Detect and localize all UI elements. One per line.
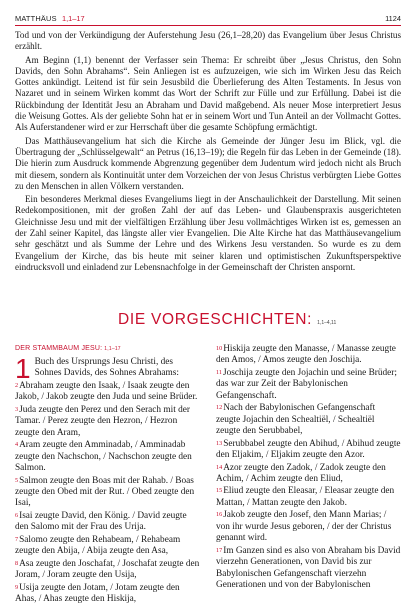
- verse: [216, 438, 401, 462]
- verse-number: 10: [216, 345, 223, 352]
- verse-text: Isai zeugte David, den König. / David zeugte den Salomo mit der Frau des Urija.: [15, 510, 187, 533]
- verse-text: Nach der Babylonischen Gefangenschaft zeugte Jojachin den Schealtiël, / Schealtiël zeugte den Serubbabel,: [216, 403, 376, 437]
- running-header: [15, 13, 401, 26]
- verse-number: 4: [15, 441, 19, 449]
- verse: [216, 545, 401, 592]
- section-title: DIE VORGESCHICHTEN:: [118, 311, 313, 328]
- verse-text: Usija zeugte den Jotam, / Jotam zeugte den Ahas, / Ahas zeugte den Hiskija,: [15, 582, 180, 605]
- pericope-reference: 1,1–17: [104, 346, 121, 352]
- verse: [15, 582, 200, 606]
- verse-text: Buch des Ursprungs Jesu Christi, des Sohnes Davids, des Sohnes Abrahams:: [34, 357, 179, 379]
- page-number: 1124: [385, 14, 401, 23]
- pericope-title: DER STAMMBAUM JESU:: [15, 345, 103, 352]
- verse-text: Abraham zeugte den Isaak, / Isaak zeugte den Jakob, / Jakob zeugte den Juda und seine Brüder.: [15, 380, 198, 403]
- verse-text: Serubbabel zeugte den Abihud, / Abihud zeugte den Eljakim, / Eljakim zeugte den Azor.: [216, 438, 401, 461]
- verse-text: Aram zeugte den Amminadab, / Amminadab zeugte den Nachschon, / Nachschon zeugte den Salmon.: [15, 440, 192, 474]
- header-book-name: MATTHÄUS: [15, 14, 57, 23]
- verse-number: 3: [15, 405, 19, 413]
- verse-number: 11: [216, 368, 222, 376]
- intro-paragraph: Ein besonderes Merkmal dieses Evangeliums liegt in der Anschaulichkeit der Darstellung. Mit seinen Redekompositionen, mit der großen Zahl der auf das Leben- und Glaubenspraxis ausgerichteten Gleichnisse Jesu und mit der vielfältigen Erzählung über Jesu vollmächtiges Wirken ist es, gemessen an der Zahl seiner Kapitel, das längste aller vier Evangelien. Die Alte Kirche hat das Matthäusevangelium sehr geschätzt und als Summe der Lehre und des Wirkens Jesu verstanden. So wurde es zu dem Evangelium der Kirche, das bis heute mit seiner klaren und optimistischen Zukunftsperspektive eindrucksvoll und einladend zur Lebensnachfolge in der Gemeinschaft der Christen anspornt.: [15, 194, 401, 272]
- verse-text: Im Ganzen sind es also von Abraham bis David vierzehn Generationen, von David bis zur Babylonischen Gefangenschaft vierzehn Generationen und von der Babylonischen: [216, 545, 401, 591]
- verse: [15, 510, 200, 534]
- header-reference: 1,1–17: [62, 14, 85, 23]
- section-heading: [118, 311, 336, 329]
- verse-text: Joschija zeugte den Jojachin und seine Brüder; das war zur Zeit der Babylonischen Gefangenschaft.: [216, 367, 397, 401]
- intro-paragraph: Das Matthäusevangelium hat sich die Kirche als Gemeinde der Jünger Jesu im Blick, vgl. die Übertragung der „Schlüsselgewalt“ an Petrus (16,13–19); die Regeln für das Leben in der Gemeinde (18). Die hierin zum Ausdruck kommende Abgrenzung gegenüber dem Judentum wird jedoch nicht als Bruch mit diesem, sondern als Kontinuität unter dem Vorzeichen der von Jesus Christus verbürgten Liebe Gottes zu den Menschen in allen Völkern verstanden.: [15, 135, 401, 191]
- left-column: [15, 343, 200, 606]
- verse-number: 14: [216, 463, 223, 471]
- verse: [15, 404, 200, 439]
- intro-paragraph: Am Beginn (1,1) benennt der Verfasser sein Thema: Er schreibt über „Jesus Christus, den Sohn Davids, den Sohn Abrahams“. Sein Anliegen ist es aufzuzeigen, wie sich im Wirken Jesu das Reich Gottes ankündigt. Leitend ist für sein Jesusbild die Überlieferung des Alten Testaments. In Jesus von Nazaret und in seinem Wirken kommt das Wort der Schrift zur Fülle und zur Erfüllung. Dabei ist die Rückbindung der Identität Jesu an Abraham und David maßgebend. Als neuer Mose interpretiert Jesus die Weisung Gottes. Als der geliebte Sohn hat er in seinem Wort und Tun Anteil an der Vollmacht Gottes. Als Auferstandener wird er zur Herrschaft über die gesamte Schöpfung ermächtigt.: [15, 54, 401, 133]
- verse-text: Jakob zeugte den Josef, den Mann Marias; / von ihr wurde Jesus geboren, / der der Christus genannt wird.: [216, 510, 392, 544]
- verse: [216, 343, 401, 367]
- intro-paragraph: Tod und von der Verkündigung der Auferstehung Jesu (26,1–28,20) das Evangelium über Jesus Christus erzählt.: [15, 30, 401, 52]
- verse-number: 16: [216, 511, 223, 519]
- verse-number: 12: [216, 404, 223, 412]
- verse: [216, 462, 401, 486]
- verse: [15, 534, 200, 558]
- verse-number: 7: [15, 535, 19, 543]
- verse-number: 5: [15, 476, 19, 484]
- verse-number: 2: [15, 381, 19, 389]
- verse-text: Hiskija zeugte den Manasse, / Manasse zeugte den Amos, / Amos zeugte den Joschija.: [216, 344, 396, 366]
- verse-text: Eliud zeugte den Eleasar, / Eleasar zeugte den Mattan, / Mattan zeugte den Jakob.: [216, 486, 395, 508]
- chapter-number: 1: [15, 353, 31, 384]
- verse-text: Juda zeugte den Perez und den Serach mit der Tamar. / Perez zeugte den Hezron, / Hezron zeugte den Aram,: [15, 404, 190, 438]
- verse: [15, 353, 200, 384]
- verse-text: Azor zeugte den Zadok, / Zadok zeugte den Achim, / Achim zeugte den Eliud,: [216, 462, 386, 484]
- verse-number: 17: [216, 546, 223, 554]
- introduction-text: [15, 30, 401, 275]
- verse-text: Asa zeugte den Joschafat, / Joschafat zeugte den Joram, / Joram zeugte den Usija,: [15, 558, 200, 581]
- verse: [216, 485, 401, 509]
- pericope-heading: [15, 343, 200, 355]
- verse-number: 6: [15, 511, 19, 519]
- verse: [15, 475, 200, 510]
- verse-number: 8: [15, 559, 19, 567]
- verse-number: 15: [216, 487, 223, 495]
- verse-text: Salomo zeugte den Rehabeam, / Rehabeam zeugte den Abija, / Abija zeugte den Asa,: [15, 534, 181, 557]
- verse: [15, 380, 200, 404]
- section-reference: 1,1–4,11: [317, 320, 337, 326]
- verse: [15, 558, 200, 582]
- verse-number: 9: [15, 583, 19, 591]
- verse: [216, 367, 401, 402]
- verse: [216, 509, 401, 544]
- verse-number: 13: [216, 439, 223, 447]
- right-column: [216, 343, 401, 592]
- verse: [15, 439, 200, 474]
- verse: [216, 402, 401, 437]
- verse-text: Salmon zeugte den Boas mit der Rahab. / Boas zeugte den Obed mit der Rut. / Obed zeugte den Isai,: [15, 475, 195, 509]
